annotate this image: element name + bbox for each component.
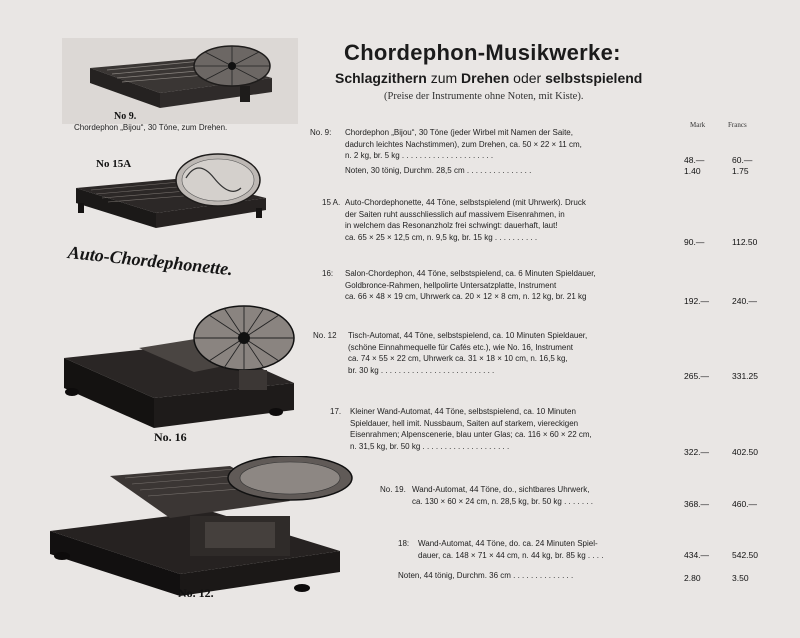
chordephon-bijou-illustration [62, 38, 298, 124]
entry-line: Chordephon „Bijou“, 30 Töne (jeder Wirbel mit Namen der Saite, [345, 128, 573, 137]
salon-chordephon-illustration [44, 298, 304, 440]
entry-line: Salon-Chordephon, 44 Töne, selbstspielend, ca. 6 Minuten Spieldauer, [345, 269, 596, 278]
entry-number: 18: [398, 539, 410, 548]
entry-line: Wand-Automat, 44 Töne, do. ca. 24 Minuten Spiel- [418, 539, 598, 548]
entry-line: Kleiner Wand-Automat, 44 Töne, selbstspielend, ca. 10 Minuten [350, 407, 576, 416]
price-mark: 434.— [684, 550, 710, 560]
subtitle-oder: oder [513, 70, 542, 86]
price-francs: 240.— [732, 296, 758, 306]
entry-line: Noten, 30 tönig, Durchm. 28,5 cm . . . . . . . . . . . . . . . [345, 166, 532, 175]
entry-line: der Saiten ruht ausschliesslich auf massivem Eisenrahmen, in [345, 209, 565, 219]
price-francs: 3.50 [732, 573, 749, 583]
column-francs: Francs [728, 121, 747, 129]
entry-line: ca. 130 × 60 × 24 cm, n. 28,5 kg, br. 50 kg . . . . . . . [412, 496, 593, 506]
entry-number: No. 19. [380, 485, 406, 494]
price-francs: 331.25 [732, 371, 758, 381]
entry-line: dadurch leichtes Nachstimmen), zum Drehen, ca. 50 × 22 × 11 cm, [345, 139, 582, 149]
entry-line: ca. 74 × 55 × 22 cm, Uhrwerk ca. 31 × 18 × 10 cm, n. 16,5 kg, [348, 354, 568, 364]
price-francs: 60.— [732, 155, 753, 165]
price-mark: 368.— [684, 499, 710, 509]
price-mark: 48.— [684, 155, 705, 165]
subtitle-selbstspielend: selbstspielend [545, 70, 643, 86]
price-francs: 460.— [732, 499, 758, 509]
entry-line: Noten, 44 tönig, Durchm. 36 cm . . . . . . . . . . . . . . [398, 571, 574, 580]
entry-number: 15 A. [322, 198, 341, 207]
price-francs: 1.75 [732, 166, 749, 176]
price-mark: 1.40 [684, 166, 701, 176]
no15a-label: No 15A [96, 158, 132, 170]
page-subtitle [335, 70, 642, 86]
price-mark: 322.— [684, 447, 710, 457]
price-note: (Preise der Instrumente ohne Noten, mit Kiste). [384, 91, 584, 102]
subtitle-drehen: Drehen [461, 70, 510, 86]
tisch-automat-illustration [40, 456, 358, 606]
price-francs: 542.50 [732, 550, 758, 560]
column-mark: Mark [690, 121, 706, 129]
subtitle-zum: zum [430, 70, 458, 86]
price-mark: 265.— [684, 371, 710, 381]
entry-line: n. 31,5 kg, br. 50 kg . . . . . . . . . . . . . . . . . . . . [350, 442, 510, 452]
no12-label: No. 12. [178, 586, 214, 600]
entry-number: 16: [322, 269, 334, 278]
entry-line: ca. 65 × 25 × 12,5 cm, n. 9,5 kg, br. 15 kg . . . . . . . . . . [345, 233, 538, 243]
entry-line: Goldbronce-Rahmen, hellpolirte Untersatzplatte, Instrument [345, 280, 557, 290]
price-mark: 192.— [684, 296, 710, 306]
entry-line: Eisenrahmen; Alpenscenerie, blau unter Glas; ca. 116 × 60 × 22 cm, [350, 430, 592, 440]
entry-line: br. 30 kg . . . . . . . . . . . . . . . . . . . . . . . . . . [348, 366, 495, 376]
entry-number: No. 9: [310, 128, 332, 137]
entry-line: n. 2 kg, br. 5 kg . . . . . . . . . . . . . . . . . . . . . [345, 151, 494, 161]
subtitle-schlagzithern: Schlagzithern [335, 70, 427, 86]
entry-line: in welchem das Resonanzholz frei schwingt: dauerhaft, laut! [345, 221, 558, 231]
entry-line: ca. 66 × 48 × 19 cm, Uhrwerk ca. 20 × 12 × 8 cm, n. 12 kg, br. 21 kg [345, 292, 587, 302]
price-mark: 90.— [684, 237, 705, 247]
price-francs: 402.50 [732, 447, 758, 457]
entry-line: dauer, ca. 148 × 71 × 44 cm, n. 44 kg, br. 85 kg . . . . [418, 550, 604, 560]
page-title: Chordephon-Musikwerke: [344, 40, 621, 65]
entry-line: Wand-Automat, 44 Töne, do., sichtbares Uhrwerk, [412, 485, 590, 494]
entry-line: Auto-Chordephonette, 44 Töne, selbstspielend (mit Uhrwerk). Druck [345, 198, 586, 207]
price-francs: 112.50 [732, 237, 758, 247]
price-mark: 2.80 [684, 573, 701, 583]
entry-number: No. 12 [313, 331, 337, 340]
no9-caption: Chordephon „Bijou“, 30 Töne, zum Drehen. [74, 123, 228, 132]
no9-label: No 9. [114, 111, 137, 122]
entry-line: (schöne Einnahmequelle für Cafés etc.), wie No. 16, Instrument [348, 342, 573, 352]
entry-line: Tisch-Automat, 44 Töne, selbstspielend, ca. 10 Minuten Spieldauer, [348, 331, 588, 340]
no16-label: No. 16 [154, 430, 187, 444]
no15a-script-caption: Auto-Chordephonette. [67, 242, 234, 280]
entry-line: Spieldauer, hell imit. Nussbaum, Saiten auf starkem, viereckigen [350, 418, 579, 428]
entry-number: 17. [330, 407, 342, 416]
